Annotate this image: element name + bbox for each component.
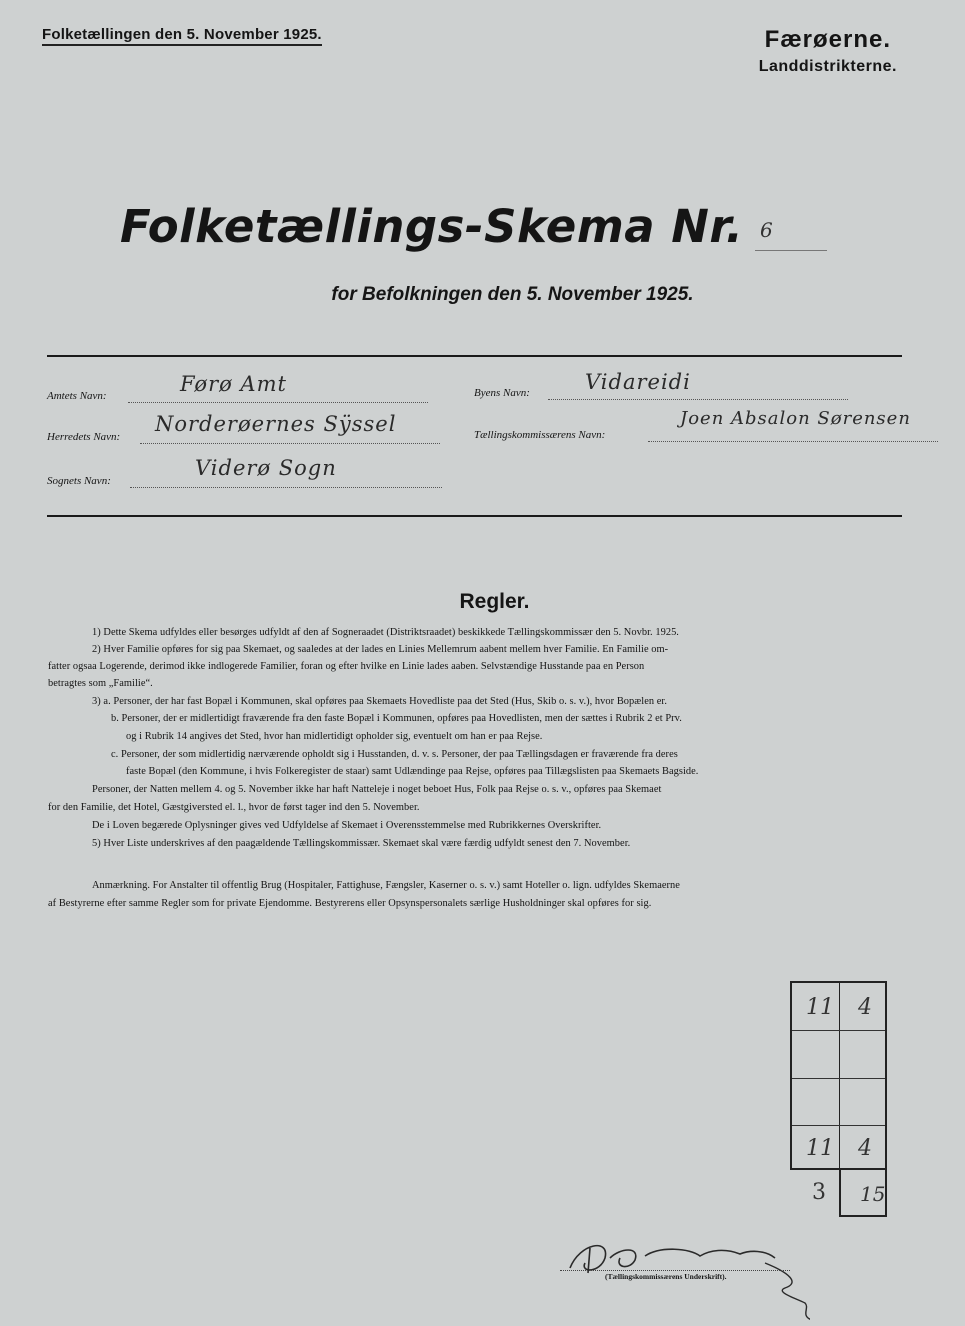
region-subtitle: Landdistrikterne. xyxy=(758,58,897,75)
tally-cell: 4 xyxy=(858,995,872,1020)
field-value-by: Vidareidi xyxy=(585,370,691,394)
tally-cell: 11 xyxy=(806,995,834,1020)
rule-line: De i Loven begærede Oplysninger gives ved Udfyldelse af Skemaet i Overensstemmelse med Rubrikkernes Overskrifter. xyxy=(92,820,602,831)
region-header xyxy=(759,26,897,76)
rule-line: fatter ogsaa Logerende, derimod ikke indlogerede Familier, foran og efter hvilke en Linie lades aaben. Selvstændige Husstande paa en Person xyxy=(48,661,645,672)
bottom-divider xyxy=(47,515,902,517)
region-title: Færøerne. xyxy=(764,26,892,53)
signature-caption: (Tællingskommissærens Underskrift). xyxy=(605,1272,727,1281)
tally-row-line xyxy=(792,1030,885,1031)
field-label-herred: Herredets Navn: xyxy=(47,431,121,443)
field-label-kommissaer: Tællingskommissærens Navn: xyxy=(474,429,606,441)
tally-cell: 4 xyxy=(858,1136,872,1161)
rule-line: betragtes som „Familie“. xyxy=(48,678,153,689)
form-number-handwritten: 6 xyxy=(760,218,773,242)
rules-title: Regler. xyxy=(459,590,530,613)
field-line-by xyxy=(548,399,848,400)
field-value-herred: Norderøernes Sÿssel xyxy=(155,412,397,436)
rule-line: b. Personer, der er midlertidigt fraværende fra den faste Bopæl i Kommunen, opføres paa Hovedlisten, men der sættes i Rubrik 2 et Prv. xyxy=(111,713,682,724)
field-line-herred xyxy=(140,443,440,444)
rule-line: c. Personer, der som midlertidig nærværende opholdt sig i Husstanden, d. v. s. Personer, der paa Tællingsdagen er fraværende fra deres xyxy=(111,749,678,760)
field-label-by: Byens Navn: xyxy=(474,387,530,399)
total-value-a: 3 xyxy=(812,1180,826,1205)
note-line: Anmærkning. For Anstalter til offentlig Brug (Hospitaler, Fattighuse, Fængsler, Kaserner o. s. v.) samt Hoteller o. lign. udfyldes Skemaerne xyxy=(92,880,680,891)
note-line: af Bestyrerne efter samme Regler som for private Ejendomme. Bestyrerens eller Opsynspersonalets særlige Husholdninger skal opføres for sig. xyxy=(48,898,652,909)
rule-line: 2) Hver Familie opføres for sig paa Skemaet, og saaledes at der lades en Linies Mellemrum aabent mellem hver Familie. En Familie om- xyxy=(92,644,669,655)
rule-line: og i Rubrik 14 angives det Sted, hvor han midlertidigt opholder sig, eventuelt om han er paa Rejse. xyxy=(126,731,543,742)
tally-table xyxy=(790,981,887,1170)
top-divider xyxy=(47,355,902,357)
form-number-line xyxy=(755,250,827,251)
field-label-amt: Amtets Navn: xyxy=(47,390,107,402)
field-line-kommissaer xyxy=(648,441,938,442)
signature-line xyxy=(560,1270,790,1271)
census-date-header: Folketællingen den 5. November 1925. xyxy=(42,26,322,46)
form-title: Folketællings-Skema Nr. xyxy=(120,200,744,253)
field-value-sogn: Viderø Sogn xyxy=(195,456,337,480)
field-value-kommissaer: Joen Absalon Sørensen xyxy=(680,408,911,429)
total-value-b: 15 xyxy=(860,1182,886,1206)
rule-line: 3) a. Personer, der har fast Bopæl i Kommunen, skal opføres paa Skemaets Hovedliste paa det Sted (Hus, Skib o. s. v.), hvor Bopælen er. xyxy=(92,696,668,707)
rule-line: 5) Hver Liste underskrives af den paagældende Tællingskommissær. Skemaet skal være færdig udfyldt senest den 7. November. xyxy=(92,838,631,849)
rule-line: for den Familie, det Hotel, Gæstgiversted el. l., hvor de først tager ind den 5. November. xyxy=(48,802,420,813)
rule-line: faste Bopæl (den Kommune, i hvis Folkeregister de staar) samt Udlændinge paa Rejse, opføres paa Tillægslisten paa Skemaets Bagside. xyxy=(126,766,699,777)
rule-line: 1) Dette Skema udfyldes eller besørges udfyldt af den af Sogneraadet (Distriktsraadet) beskikkede Tællingskommissær den 5. Novbr. 1925. xyxy=(92,627,679,638)
tally-divider xyxy=(839,983,840,1168)
field-label-sogn: Sognets Navn: xyxy=(47,475,111,487)
tally-cell: 11 xyxy=(806,1136,834,1161)
field-value-amt: Førø Amt xyxy=(180,372,287,396)
field-line-sogn xyxy=(130,487,442,488)
tally-row-line xyxy=(792,1078,885,1079)
field-line-amt xyxy=(128,402,428,403)
form-subtitle: for Befolkningen den 5. November 1925. xyxy=(331,284,694,305)
tally-row-line xyxy=(792,1125,885,1126)
rule-line: Personer, der Natten mellem 4. og 5. November ikke har haft Natteleje i noget beboet Hus, Folk paa Rejse o. s. v., opføres paa Skemaet xyxy=(92,784,662,795)
